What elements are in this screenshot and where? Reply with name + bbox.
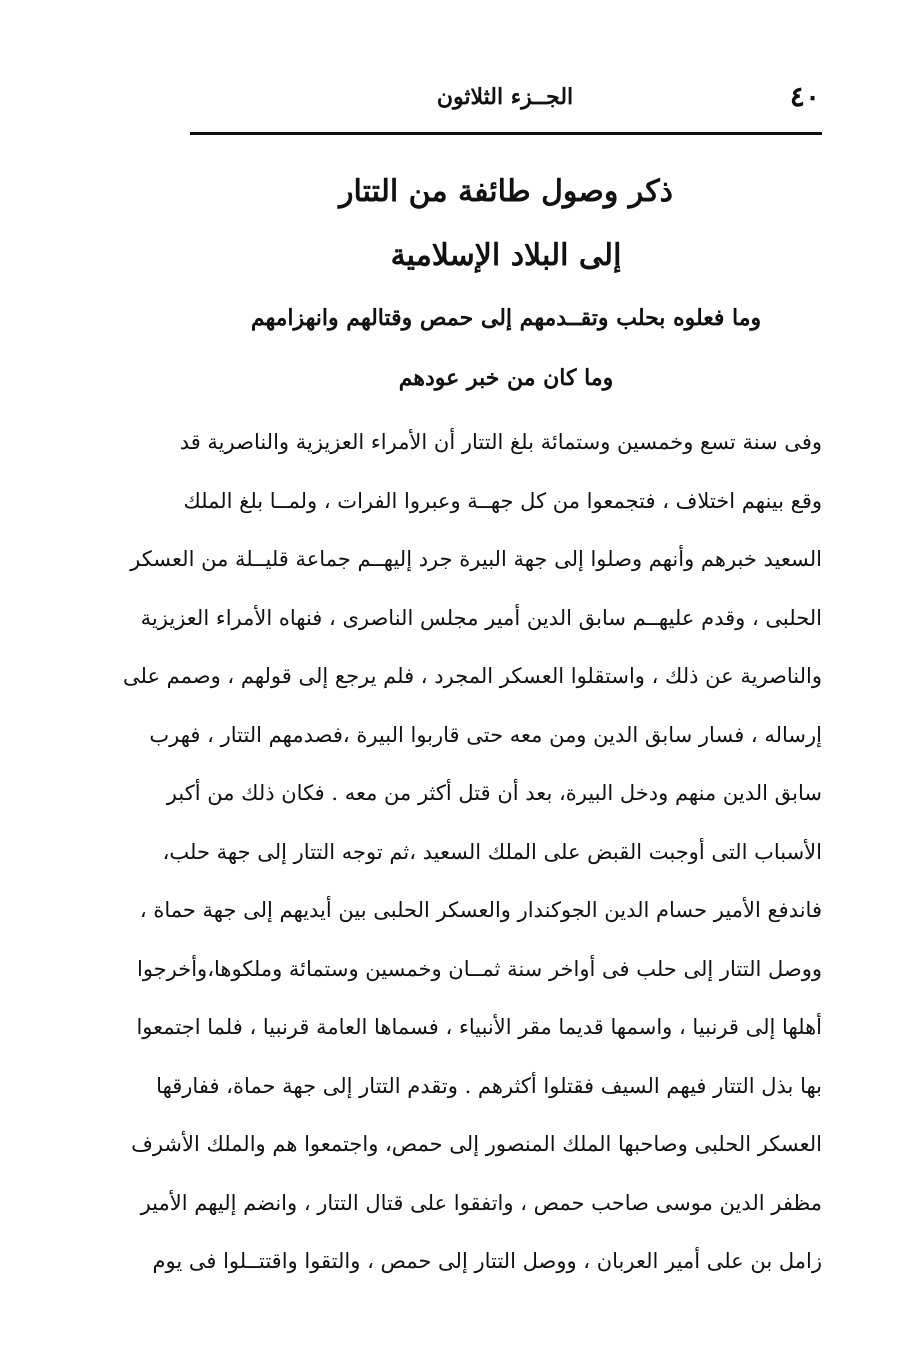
chapter-heading-line-1: ذكر وصول طائفة من التتار: [339, 174, 673, 209]
body-line: أهلها إلى قرنبيا ، واسمها قديما مقر الأنبياء ، فسماها العامة قرنبيا ، فلما اجتمعوا: [136, 1015, 822, 1039]
header-rule: [190, 132, 822, 135]
body-paragraph: [122, 421, 822, 1299]
body-line: الأسباب التى أوجبت القبض على الملك السعيد ،ثم توجه التتار إلى جهة حلب،: [162, 839, 822, 864]
body-line: زامل بن على أمير العربان ، ووصل التتار إلى حمص ، والتقوا واقتتــلوا فى يوم: [152, 1249, 822, 1273]
body-line: وفى سنة تسع وخمسين وستمائة بلغ التتار أن الأمراء العزيزية والناصرية قد: [179, 430, 822, 454]
running-head: [190, 78, 820, 122]
body-line: بها بذل التتار فيهم السيف فقتلوا أكثرهم . وتقدم التتار إلى جهة حماة، ففارقها: [156, 1073, 822, 1098]
page-number: ٤٠: [789, 80, 820, 113]
body-line: إرساله ، فسار سابق الدين ومن معه حتى قاربوا البيرة ،فصدمهم التتار ، فهرب: [149, 722, 822, 747]
body-line: فاندفع الأمير حسام الدين الجوكندار والعسكر الحلبى بين أيديهم إلى جهة حماة ،: [139, 898, 822, 922]
body-line: وقع بينهم اختلاف ، فتجمعوا من كل جهــة وعبروا الفرات ، ولمــا بلغ الملك: [183, 488, 822, 513]
body-line: مظفر الدين موسى صاحب حمص ، واتفقوا على قتال التتار ، وانضم إليهم الأمير: [140, 1190, 822, 1215]
body-line: ووصل التتار إلى حلب فى أواخر سنة ثمــان وخمسين وستمائة وملكوها،وأخرجوا: [136, 956, 822, 981]
chapter-subheading-line-1: وما فعلوه بحلب وتقــدمهم إلى حمص وقتالهم وانهزامهم: [250, 305, 762, 331]
body-line: والناصرية عن ذلك ، واستقلوا العسكر المجرد ، فلم يرجع إلى قولهم ، وصمم على: [122, 664, 822, 688]
body-line: الحلبى ، وقدم عليهــم سابق الدين أمير مجلس الناصرى ، فنهاه الأمراء العزيزية: [140, 605, 822, 630]
body-line: العسكر الحلبى وصاحبها الملك المنصور إلى حمص، واجتمعوا هم والملك الأشرف: [131, 1132, 822, 1156]
chapter-subheading-line-2: وما كان من خبر عودهم: [398, 365, 614, 391]
body-line: السعيد خبرهم وأنهم وصلوا إلى جهة البيرة جرد إليهــم جماعة قليــلة من العسكر: [130, 547, 822, 571]
part-title: الجــزء الثلاثون: [436, 84, 574, 110]
chapter-heading-line-2: إلى البلاد الإسلامية: [390, 238, 622, 273]
body-line: سابق الدين منهم ودخل البيرة، بعد أن قتل أكثر من معه . فكان ذلك من أكبر: [166, 781, 822, 805]
